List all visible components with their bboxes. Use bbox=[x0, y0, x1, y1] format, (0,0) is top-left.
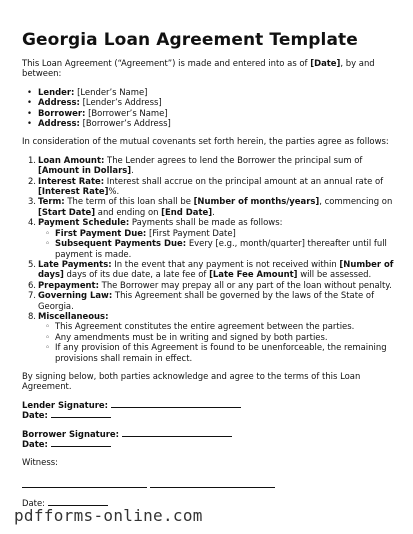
document-body bbox=[22, 58, 394, 509]
borrower-signature-line[interactable] bbox=[122, 429, 232, 437]
borrower-date-label: Date: bbox=[22, 439, 48, 449]
party-label: Borrower: bbox=[38, 107, 86, 118]
witness-name-line[interactable] bbox=[22, 480, 147, 488]
borrower-signature-block bbox=[22, 429, 394, 450]
term-late-payments: 5. Late Payments: In the event that any payment is not received within [Number of days] days of its due date, a late fee of [Late Fee Amount] will be assessed. bbox=[27, 258, 394, 280]
witness-signature-line[interactable] bbox=[150, 480, 275, 488]
payment-sublist bbox=[38, 228, 394, 259]
parties-list bbox=[22, 87, 394, 129]
term-term: 3. Term: The term of this loan shall be [Number of months/years], commencing on [Start Date] and ending on [End Date]. bbox=[27, 196, 393, 217]
intro-text: This Loan Agreement (“Agreement”) is made and entered into as of bbox=[22, 58, 311, 68]
witness-date-label: Date: bbox=[22, 498, 46, 509]
closing-paragraph: By signing below, both parties acknowledge and agree to the terms of this Loan Agreement. bbox=[22, 370, 361, 392]
list-item bbox=[38, 118, 394, 128]
list-item: ◦ Subsequent Payments Due: Every [e.g., month/quarter] thereafter until full payment is made. bbox=[55, 238, 394, 259]
party-value: [Lender’s Address] bbox=[79, 97, 162, 108]
lender-date-label: Date: bbox=[22, 410, 48, 421]
footer-watermark: pdfforms-online.com bbox=[14, 506, 203, 525]
list-item: ◦ First Payment Due: [First Payment Date] bbox=[55, 228, 394, 238]
term-interest-rate: 2. Interest Rate: Interest shall accrue on the principal amount at an annual rate of [Interest Rate]%. bbox=[27, 175, 384, 197]
term-loan-amount: 1. Loan Amount: The Lender agrees to lend the Borrower the principal sum of [Amount in Dollars]. bbox=[27, 154, 363, 176]
list-item bbox=[38, 87, 394, 97]
witness-block bbox=[22, 457, 394, 508]
term-miscellaneous: 8. Miscellaneous: ◦ This Agreement constitutes the entire agreement between the parties. ◦ Any amendments must be in writing and signed by both parties. ◦ If any provision of this Agreement is found to be unenforceable, the remaining provisions shall remain in effect. bbox=[38, 311, 394, 363]
list-item: ◦ Any amendments must be in writing and signed by both parties. bbox=[55, 332, 394, 342]
party-value: [Borrower’s Name] bbox=[85, 107, 168, 118]
terms-list bbox=[22, 155, 394, 363]
borrower-date-line[interactable] bbox=[51, 439, 111, 447]
document-title: Georgia Loan Agreement Template bbox=[22, 30, 358, 50]
term-governing-law: 7. Governing Law: This Agreement shall be governed by the laws of the State of Georgia. bbox=[27, 290, 375, 311]
intro-paragraph bbox=[22, 58, 394, 79]
lender-signature-label: Lender Signature: bbox=[22, 399, 108, 410]
intro-text-end: , by and between: bbox=[22, 58, 375, 79]
list-item: ◦ If any provision of this Agreement is found to be unenforceable, the remaining provisions shall remain in effect. bbox=[55, 342, 394, 363]
party-label: Lender: bbox=[38, 86, 75, 97]
list-item: ◦ This Agreement constitutes the entire agreement between the parties. bbox=[55, 321, 394, 331]
term-prepayment: 6. Prepayment: The Borrower may prepay all or any part of the loan without penalty. bbox=[27, 279, 392, 290]
lender-date-line[interactable] bbox=[51, 410, 111, 418]
list-item bbox=[38, 108, 394, 118]
party-label: Address: bbox=[38, 97, 80, 108]
borrower-signature-label: Borrower Signature: bbox=[22, 428, 119, 439]
lender-signature-line[interactable] bbox=[111, 400, 241, 408]
list-item bbox=[38, 97, 394, 107]
witness-label: Witness: bbox=[22, 457, 58, 468]
lender-signature-block bbox=[22, 400, 394, 421]
party-label: Address: bbox=[38, 118, 80, 129]
term-payment-schedule: 4. Payment Schedule: Payments shall be made as follows: ◦ First Payment Due: [First Payment Date] ◦ Subsequent Payments Due: Every [e.g., month/quarter] thereafter until full payment is made. bbox=[38, 217, 394, 259]
party-value: [Lender’s Name] bbox=[74, 86, 148, 97]
party-value: [Borrower’s Address] bbox=[79, 118, 171, 129]
misc-sublist bbox=[38, 321, 394, 363]
consideration-paragraph: In consideration of the mutual covenants set forth herein, the parties agree as follows: bbox=[22, 136, 389, 147]
date-placeholder: [Date] bbox=[310, 58, 341, 68]
